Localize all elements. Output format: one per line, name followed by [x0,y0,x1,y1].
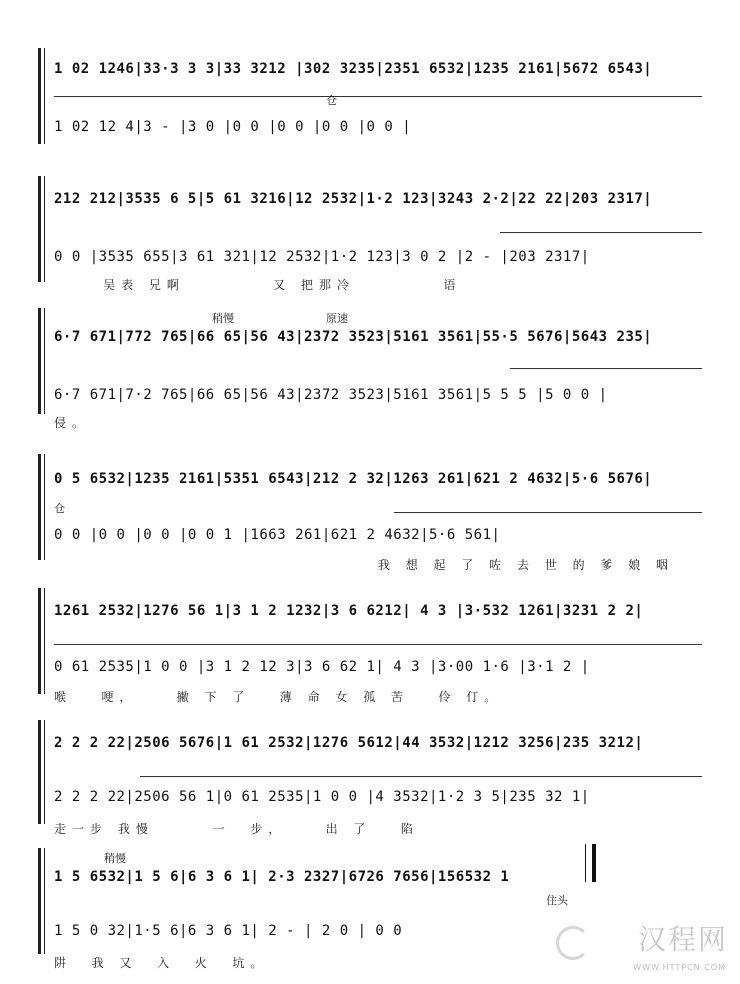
tie-line [140,776,702,777]
tie-line [500,232,702,233]
system-bracket [38,48,46,144]
top-staff-line: 2 2 2 22|2506 5676|1 61 2532|1276 5612|44 3532|1212 3256|235 3212| [54,735,644,751]
system-bracket [38,176,46,282]
top-staff-line: 0 5 6532|1235 2161|5351 6543|212 2 32|1263 261|621 2 4632|5·6 5676| [54,471,653,487]
bottom-staff-line: 1 5 0 32|1·5 6|6 3 6 1| 2 - | 2 0 | 0 0 [54,923,403,939]
system-bracket [38,848,46,954]
bottom-staff-line: 0 0 |3535 655|3 61 321|12 2532|1·2 123|3 0 2 |2 - |203 2317| [54,249,590,265]
lyrics-line: 喉 哽， 撇 下 了 薄 命 女 孤 苦 伶 仃。 [54,690,503,704]
lyrics-line: 吴表 兄啊 又 把那冷 语 [54,278,462,292]
tie-line [510,368,702,369]
bottom-staff-line: 0 61 2535|1 0 0 |3 1 2 12 3|3 6 62 1| 4 3 |3·00 1·6 |3·1 2 | [54,659,590,675]
watermark-url: WWW.HTTPCN.COM [633,963,726,972]
tempo-annotation-slower: 稍慢 [212,312,234,325]
top-staff-line: 6·7 671|772 765|66 65|56 43|2372 3523|5161 3561|55·5 5676|5643 235| [54,329,653,345]
final-barline [585,844,596,882]
system-bracket [38,454,46,560]
ending-annotation: 住头 [546,894,568,907]
lyrics-line: 侵。 [54,416,91,430]
system-bracket [38,588,46,694]
bottom-staff-line: 2 2 2 22|2506 56 1|0 61 2535|1 0 0 |4 3532|1·2 3 5|235 32 1| [54,789,590,805]
tempo-annotation-slower: 稍慢 [104,852,126,865]
lyrics-line: 阱 我 又 入 火 坑。 [54,956,269,970]
bottom-staff-line: 6·7 671|7·2 765|66 65|56 43|2372 3523|5161 3561|5 5 5 |5 0 0 | [54,387,608,403]
system-bracket [38,308,46,414]
tie-line [54,96,702,97]
system-bracket [38,720,46,824]
bottom-staff-line: 0 0 |0 0 |0 0 |0 0 1 |1663 261|621 2 4632|5·6 561| [54,527,501,543]
watermark-logo-icon [556,926,590,960]
watermark-brand: 汉程网 [637,923,728,956]
top-staff-line: 212 212|3535 6 5|5 61 3216|12 2532|1·2 123|3243 2·2|22 22|203 2317| [54,191,653,207]
lyrics-line: 我 想 起 了 咗 去 世 的 爹 娘 咽 [54,558,675,572]
bottom-staff-line: 1 02 12 4|3 - |3 0 |0 0 |0 0 |0 0 |0 0 | [54,119,412,135]
percussion-annotation: 仓 [326,94,337,107]
tie-line [54,644,702,645]
lyrics-line: 走一步 我慢 一 步， 出 了 陷 [54,822,419,836]
top-staff-line: 1261 2532|1276 56 1|3 1 2 1232|3 6 6212| 4 3 |3·532 1261|3231 2 2| [54,603,644,619]
top-staff-line: 1 02 1246|33·3 3 3|33 3212 |302 3235|2351 6532|1235 2161|5672 6543| [54,61,653,77]
top-staff-line: 1 5 6532|1 5 6|6 3 6 1| 2·3 2327|6726 7656|156532 1 [54,869,510,885]
tie-line [394,512,702,513]
percussion-annotation: 仓 [54,502,65,515]
tempo-annotation-original: 原速 [326,312,348,325]
